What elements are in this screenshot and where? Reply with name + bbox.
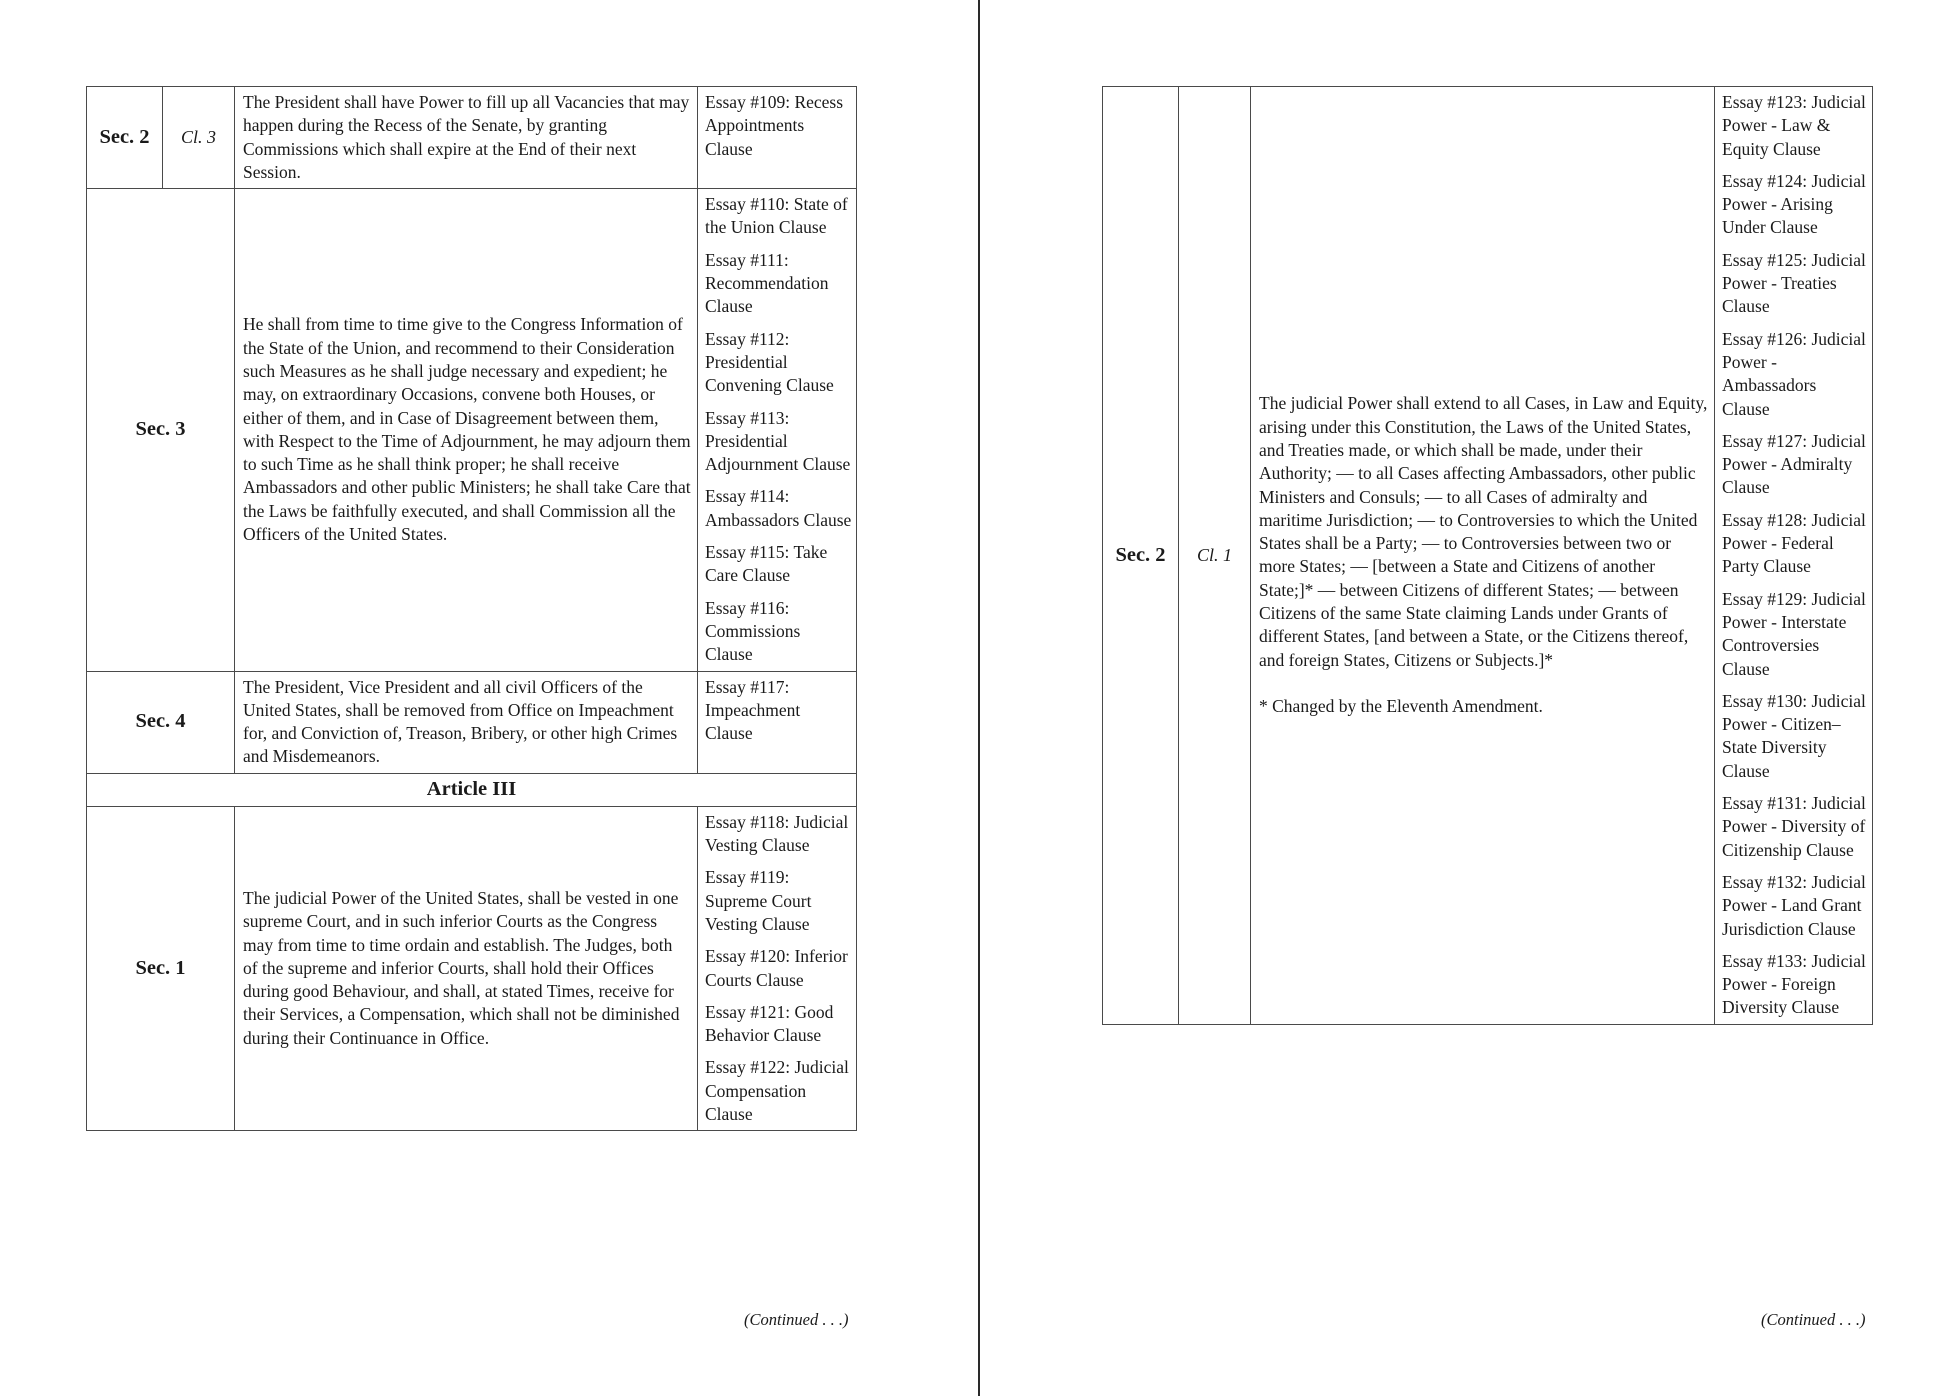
table-row <box>87 806 857 1131</box>
right-page-table <box>1102 86 1873 1025</box>
essay-link[interactable]: Essay #117: Impeachment Clause <box>705 676 801 744</box>
clause-label: Cl. 3 <box>163 87 235 189</box>
section-label: Sec. 1 <box>87 806 235 1131</box>
provision-text: The judicial Power of the United States, shall be vested in one supreme Court, and in such inferior Courts as the Congress may from time to time ordain and establish. The Judges, both of the supreme and inferior Courts, shall hold their Offices during good Behaviour, and shall, at stated Times, receive for their Services, a Compensation, which shall not be diminished during their Continuance in Office. <box>235 806 698 1131</box>
essay-link[interactable]: Essay #126: Judicial Power - Ambassadors Clause <box>1722 328 1866 419</box>
continued-note: (Continued . . .) <box>1761 1310 1866 1329</box>
essay-link[interactable]: Essay #116: Commissions Clause <box>705 597 801 665</box>
essay-list <box>1715 87 1873 1025</box>
essay-link[interactable]: Essay #114: Ambassadors Clause <box>705 486 852 530</box>
table-row <box>87 87 857 189</box>
essay-link[interactable]: Essay #128: Judicial Power - Federal Party Clause <box>1722 509 1866 577</box>
essay-link[interactable]: Essay #109: Recess Appointments Clause <box>705 92 844 159</box>
essay-link[interactable]: Essay #121: Good Behavior Clause <box>705 1001 834 1046</box>
essay-link[interactable]: Essay #118: Judicial Vesting Clause <box>705 811 849 856</box>
section-label: Sec. 4 <box>87 671 235 773</box>
provision-text: The President, Vice President and all civil Officers of the United States, shall be removed from Office on Impeachment for, and Conviction of, Treason, Bribery, or other high Crimes and Misdemeanors. <box>235 671 698 773</box>
footnote: * Changed by the Eleventh Amendment. <box>1259 695 1543 716</box>
essay-link[interactable]: Essay #122: Judicial Compensation Clause <box>705 1057 849 1124</box>
essay-link[interactable]: Essay #130: Judicial Power - Citizen–State Diversity Clause <box>1722 690 1866 781</box>
article-heading-row <box>87 773 857 806</box>
clause-label: Cl. 1 <box>1179 87 1251 1025</box>
provision-cell <box>1251 87 1715 1025</box>
essay-link[interactable]: Essay #133: Judicial Power - Foreign Diversity Clause <box>1722 950 1866 1018</box>
continued-note: (Continued . . .) <box>744 1310 849 1329</box>
essay-link[interactable]: Essay #110: State of the Union Clause <box>705 194 848 238</box>
essay-link[interactable]: Essay #125: Judicial Power - Treaties Clause <box>1722 249 1866 317</box>
essay-link[interactable]: Essay #127: Judicial Power - Admiralty Clause <box>1722 430 1866 498</box>
essay-link[interactable]: Essay #132: Judicial Power - Land Grant Jurisdiction Clause <box>1722 871 1866 939</box>
essay-link[interactable]: Essay #123: Judicial Power - Law & Equity Clause <box>1722 92 1866 159</box>
essay-link[interactable]: Essay #111: Recommendation Clause <box>705 249 829 317</box>
table-row <box>1103 87 1873 1025</box>
section-label: Sec. 3 <box>87 189 235 671</box>
essay-link[interactable]: Essay #113: Presidential Adjournment Clause <box>705 407 851 475</box>
provision-text: The judicial Power shall extend to all Cases, in Law and Equity, arising under this Constitution, the Laws of the United States, and Treaties made, or which shall be made, under their Authority; — to all Cases affecting Ambassadors, other public Ministers and Consuls; — to all Cases of admiralty and maritime Jurisdiction; — to Controversies to which the United States shall be a Party; — to Controversies between two or more States; — [between a State and Citizens of another State;]* — between Citizens of different States; — between Citizens of the same State claiming Lands under Grants of different States, [and between a State, or the Citizens thereof, and foreign States, Citizens or Subjects.]* <box>1259 393 1708 670</box>
essay-list <box>698 671 857 773</box>
essay-link[interactable]: Essay #115: Take Care Clause <box>705 542 828 586</box>
essay-link[interactable]: Essay #124: Judicial Power - Arising Under Clause <box>1722 170 1866 238</box>
section-label: Sec. 2 <box>1103 87 1179 1025</box>
essay-list <box>698 189 857 671</box>
provision-text: He shall from time to time give to the Congress Information of the State of the Union, and recommend to their Consideration such Measures as he shall judge necessary and expedient; he may, on extraordinary Occasions, convene both Houses, or either of them, and in Case of Disagreement between them, with Respect to the Time of Adjournment, he may adjourn them to such Time as he shall think proper; he shall receive Ambassadors and other public Ministers; he shall take Care that the Laws be faithfully executed, and shall Commission all the Officers of the United States. <box>235 189 698 671</box>
essay-link[interactable]: Essay #129: Judicial Power - Interstate Controversies Clause <box>1722 588 1866 679</box>
essay-list <box>698 806 857 1131</box>
provision-text: The President shall have Power to fill up all Vacancies that may happen during the Recess of the Senate, by granting Commissions which shall expire at the End of their next Session. <box>235 87 698 189</box>
essay-link[interactable]: Essay #131: Judicial Power - Diversity of Citizenship Clause <box>1722 793 1866 860</box>
essay-list <box>698 87 857 189</box>
table-row <box>87 671 857 773</box>
essay-link[interactable]: Essay #120: Inferior Courts Clause <box>705 946 848 990</box>
essay-link[interactable]: Essay #112: Presidential Convening Clause <box>705 328 834 396</box>
page-divider <box>978 0 980 1396</box>
article-heading: Article III <box>87 773 857 806</box>
table-row <box>87 189 857 671</box>
section-label: Sec. 2 <box>87 87 163 189</box>
essay-link[interactable]: Essay #119: Supreme Court Vesting Clause <box>705 867 812 934</box>
left-page-table <box>86 86 857 1131</box>
